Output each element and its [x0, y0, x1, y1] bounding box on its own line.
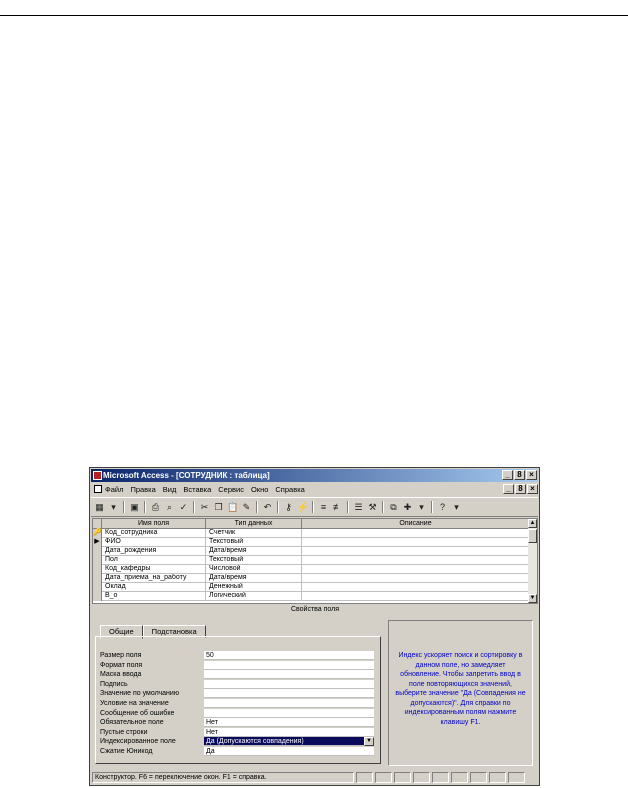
spell-icon[interactable]: ✓: [179, 501, 188, 512]
minimize-button[interactable]: _: [502, 470, 513, 480]
menu-bar: [91, 483, 538, 496]
view-icon[interactable]: ▦: [95, 501, 104, 512]
row-selector[interactable]: [93, 565, 102, 574]
row-selector[interactable]: [93, 583, 102, 592]
property-label: Обязательное поле: [100, 719, 164, 727]
menu-edit[interactable]: Правка: [130, 485, 156, 494]
property-row: [100, 709, 374, 718]
access-window: [89, 467, 540, 786]
tab-general[interactable]: Общие: [100, 625, 143, 639]
dropdown-icon[interactable]: ▾: [111, 501, 116, 512]
data-type-cell[interactable]: Текстовый: [206, 556, 302, 565]
status-indicator: [356, 772, 373, 783]
property-row: [100, 680, 374, 689]
status-indicator: [375, 772, 392, 783]
field-name-cell[interactable]: В_о: [102, 592, 206, 601]
menu-insert[interactable]: Вставка: [183, 485, 212, 494]
copy-icon[interactable]: ❐: [214, 501, 223, 512]
table-row[interactable]: [93, 583, 530, 592]
property-value: Да: [206, 748, 215, 755]
field-name-cell[interactable]: Дата_рождения: [102, 547, 206, 556]
property-label: Условие на значение: [100, 700, 169, 707]
property-row: [100, 670, 374, 679]
description-cell[interactable]: [302, 583, 530, 592]
header-data-type: Тип данных: [206, 519, 302, 528]
property-label: Маска ввода: [100, 671, 142, 679]
delete-rows-icon[interactable]: ≢: [333, 501, 342, 512]
description-cell[interactable]: [302, 529, 530, 538]
row-selector[interactable]: [93, 574, 102, 583]
help-text: Индекс ускоряет поиск и сортировку в данном поле, но замедляет обновление. Чтобы запретить ввод в поле повторяющихся значений, выберите значение "Да (Совпадения не допускаются)". Для справки по индексированным полям нажмите клавишу F1.: [388, 620, 533, 766]
property-row: [100, 699, 374, 708]
doc-close-button[interactable]: ×: [527, 484, 538, 494]
toolbar-separator: [123, 501, 125, 513]
database-window-icon[interactable]: ⧉: [390, 501, 397, 512]
data-type-cell[interactable]: Логический: [206, 592, 302, 601]
row-selector[interactable]: [93, 592, 102, 601]
property-label: Размер поля: [100, 652, 142, 659]
property-label: Индексированное поле: [100, 738, 176, 746]
general-properties-panel: [95, 636, 381, 764]
property-label: Сжатие Юникод: [100, 748, 153, 755]
property-label: Пустые строки: [100, 728, 148, 736]
indexes-icon[interactable]: ⚡: [297, 501, 309, 512]
description-cell[interactable]: [302, 592, 530, 601]
table-row[interactable]: [93, 547, 530, 556]
property-label: Подпись: [100, 680, 128, 688]
preview-icon[interactable]: ⌕: [166, 501, 173, 512]
property-value: Да (Допускаются совпадения): [206, 738, 304, 746]
property-value-field[interactable]: [204, 689, 374, 698]
field-name-cell[interactable]: Дата_приема_на_работу: [102, 574, 206, 583]
toolbar-separator: [256, 501, 258, 513]
format-painter-icon[interactable]: ✎: [242, 501, 251, 512]
field-grid: [92, 518, 538, 604]
toolbar-separator: [277, 501, 279, 513]
grid-scrollbar[interactable]: [528, 519, 537, 603]
build-icon[interactable]: ⚒: [368, 501, 377, 512]
properties-icon[interactable]: ☰: [354, 501, 363, 512]
field-name-cell[interactable]: Код_кафедры: [102, 565, 206, 574]
paste-icon[interactable]: 📋: [227, 501, 239, 512]
property-value-field[interactable]: [204, 747, 374, 756]
table-document-icon[interactable]: [94, 485, 102, 493]
row-selector[interactable]: [93, 556, 102, 565]
description-cell[interactable]: [302, 574, 530, 583]
maximize-button[interactable]: 8: [514, 470, 525, 480]
table-row[interactable]: [93, 592, 530, 601]
description-cell[interactable]: [302, 556, 530, 565]
property-value: 50: [206, 652, 214, 659]
toolbar-separator: [144, 501, 146, 513]
scroll-thumb[interactable]: [528, 529, 537, 543]
table-row[interactable]: [93, 529, 530, 538]
tab-lookup[interactable]: Подстановка: [143, 625, 206, 638]
dropdown-icon[interactable]: ▾: [419, 501, 424, 512]
status-text: Конструктор. F6 = переключение окон. F1 = справка.: [92, 772, 354, 783]
status-indicator: [508, 772, 525, 783]
field-properties-title: Свойства поля: [290, 606, 340, 613]
scroll-down-icon[interactable]: ▼: [529, 595, 536, 601]
cut-icon[interactable]: ✂: [200, 501, 209, 512]
field-name-cell[interactable]: ФИО: [102, 538, 206, 547]
status-indicator: [432, 772, 449, 783]
property-row: [100, 728, 374, 737]
page-top-rule: [0, 15, 628, 16]
menu-tools[interactable]: Сервис: [218, 485, 244, 494]
dropdown-icon[interactable]: ▾: [454, 501, 459, 512]
menu-view[interactable]: Вид: [162, 485, 177, 494]
property-value-field[interactable]: [204, 737, 374, 746]
description-cell[interactable]: [302, 565, 530, 574]
property-value: Нет: [206, 719, 218, 727]
field-name-cell[interactable]: Оклад: [102, 583, 206, 592]
table-row[interactable]: [93, 574, 530, 583]
toolbar-separator: [193, 501, 195, 513]
status-indicator: [470, 772, 487, 783]
property-value-field[interactable]: [204, 709, 374, 718]
status-indicator: [394, 772, 411, 783]
property-value-field[interactable]: [204, 699, 374, 708]
data-type-cell[interactable]: Дата/время: [206, 574, 302, 583]
status-bar: [91, 771, 538, 784]
title-bar[interactable]: [91, 469, 538, 482]
toolbar-separator: [431, 501, 433, 513]
property-value-field[interactable]: [204, 718, 374, 727]
chevron-down-icon[interactable]: ▼: [364, 737, 374, 746]
description-cell[interactable]: [302, 538, 530, 547]
row-selector[interactable]: [93, 547, 102, 556]
data-type-cell[interactable]: Числовой: [206, 565, 302, 574]
property-row: [100, 718, 374, 727]
save-icon[interactable]: ▣: [130, 501, 139, 512]
primary-key-icon[interactable]: ⚷: [285, 501, 292, 512]
table-row[interactable]: [93, 565, 530, 574]
property-value-field[interactable]: [204, 651, 374, 660]
data-type-cell[interactable]: Денежный: [206, 583, 302, 592]
table-row[interactable]: [93, 556, 530, 565]
toolbar-separator: [347, 501, 349, 513]
property-row: [100, 651, 374, 660]
header-field-name: Имя поля: [102, 519, 206, 528]
property-label: Значение по умолчанию: [100, 690, 180, 698]
data-type-cell[interactable]: Счетчик: [206, 529, 302, 538]
undo-icon[interactable]: ↶: [263, 501, 272, 512]
property-label: Сообщение об ошибке: [100, 709, 175, 717]
doc-maximize-button[interactable]: 8: [515, 484, 526, 494]
description-cell[interactable]: [302, 547, 530, 556]
access-app-icon: [93, 471, 102, 480]
toolbar-separator: [312, 501, 314, 513]
data-type-cell[interactable]: Дата/время: [206, 547, 302, 556]
help-icon[interactable]: ?: [439, 501, 445, 512]
property-row: [100, 661, 374, 670]
window-title: Microsoft Access - [СОТРУДНИК : таблица]: [103, 471, 270, 480]
new-object-icon[interactable]: ✚: [403, 501, 412, 512]
insert-rows-icon[interactable]: ≡: [320, 501, 327, 512]
status-indicator: [451, 772, 468, 783]
table-row[interactable]: [93, 538, 530, 547]
menu-window[interactable]: Окно: [250, 485, 269, 494]
row-selector[interactable]: ▶: [93, 538, 102, 547]
property-value-field[interactable]: [204, 661, 374, 670]
toolbar-separator: [382, 501, 384, 513]
print-icon[interactable]: ⎙: [151, 501, 160, 512]
field-name-cell[interactable]: Код_сотрудника: [102, 529, 206, 538]
close-button[interactable]: ×: [526, 470, 537, 480]
doc-minimize-button[interactable]: _: [503, 484, 514, 494]
menu-file[interactable]: Файл: [105, 485, 124, 494]
scroll-up-icon[interactable]: ▲: [529, 520, 536, 526]
toolbar: [91, 497, 538, 517]
property-row: [100, 737, 374, 746]
property-label: Формат поля: [100, 661, 143, 669]
property-value: Нет: [206, 728, 218, 736]
data-type-cell[interactable]: Текстовый: [206, 538, 302, 547]
row-selector[interactable]: 🔑: [93, 529, 102, 536]
status-indicator: [413, 772, 430, 783]
property-row: [100, 689, 374, 698]
property-row: [100, 747, 374, 756]
property-value-field[interactable]: [204, 670, 374, 679]
menu-help[interactable]: Справка: [275, 485, 305, 494]
header-selector: [93, 519, 102, 528]
grid-header: [93, 519, 530, 529]
field-name-cell[interactable]: Пол: [102, 556, 206, 565]
property-value-field[interactable]: [204, 728, 374, 737]
header-description: Описание: [302, 519, 530, 528]
status-indicator: [489, 772, 506, 783]
property-value-field[interactable]: [204, 680, 374, 689]
